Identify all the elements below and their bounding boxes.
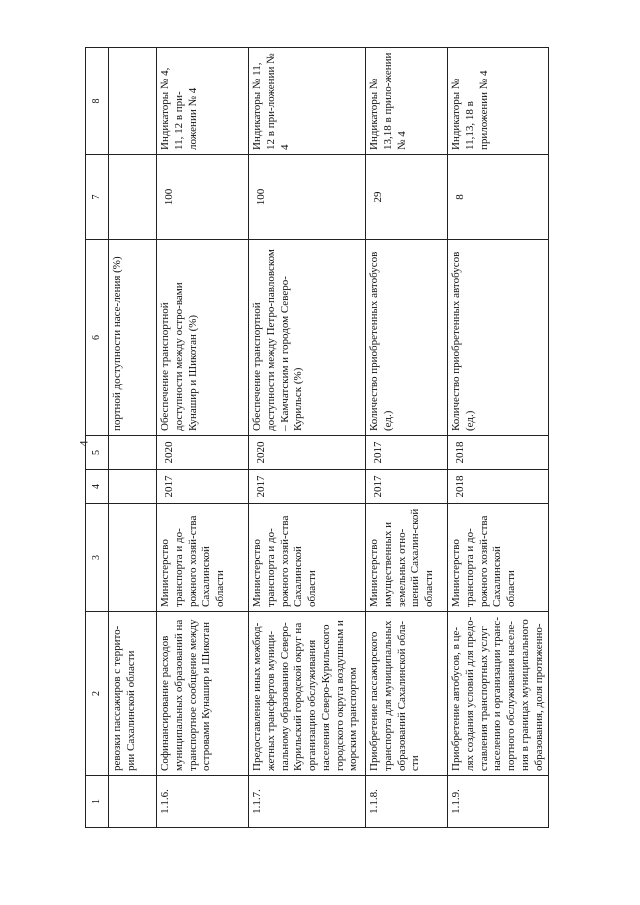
executor-cell: Министерство транспорта и до-рожного хозяй-ства Сахалинской области	[448, 504, 549, 612]
end-year-cell: 2020	[157, 436, 249, 470]
column-header: 8	[86, 48, 109, 155]
link-cell: Индикаторы № 4, 11, 12 в при-ложении № 4	[157, 48, 249, 155]
column-header: 1	[86, 776, 109, 828]
row-number-cell: 1.1.8.	[366, 776, 448, 828]
value-cell	[109, 155, 157, 240]
column-header: 4	[86, 470, 109, 504]
row-number-cell: 1.1.7.	[249, 776, 366, 828]
indicator-cell: Количество приобретенных автобусов (ед.)	[366, 240, 448, 436]
column-header: 6	[86, 240, 109, 436]
end-year-cell: 2020	[249, 436, 366, 470]
start-year-cell: 2017	[249, 470, 366, 504]
measure-name-cell: Приобретение автобусов, в це-лях создания условий для предо-ставления транспортных услуг населению и организации транс-портного обслуживания населе-ния в границах муниципального образования, доля протяженно-	[448, 612, 549, 776]
column-header: 5	[86, 436, 109, 470]
value-cell: 100	[157, 155, 249, 240]
column-header: 2	[86, 612, 109, 776]
program-table	[85, 47, 549, 828]
row-number-cell: 1.1.9.	[448, 776, 549, 828]
executor-cell	[109, 504, 157, 612]
indicator-cell: портной доступности насе-ления (%)	[109, 240, 157, 436]
row-number-cell	[109, 776, 157, 828]
header-row	[86, 48, 109, 828]
executor-cell: Министерство транспорта и до-рожного хозяй-ства Сахалинской области	[249, 504, 366, 612]
end-year-cell: 2017	[366, 436, 448, 470]
executor-cell: Министерство транспорта и до-рожного хозяй-ства Сахалинской области	[157, 504, 249, 612]
start-year-cell: 2017	[157, 470, 249, 504]
indicator-cell: Обеспечение транспортной доступности между Петро-павловском – Камчатским и городом Северо-Курильск (%)	[249, 240, 366, 436]
column-header: 7	[86, 155, 109, 240]
value-cell: 100	[249, 155, 366, 240]
executor-cell: Министерство имущественных и земельных отно-шений Сахалин-ской области	[366, 504, 448, 612]
link-cell	[109, 48, 157, 155]
value-cell: 29	[366, 155, 448, 240]
table-row	[157, 48, 249, 828]
end-year-cell	[109, 436, 157, 470]
end-year-cell: 2018	[448, 436, 549, 470]
measure-name-cell: Предоставление иных межбюд-жетных трансфертов муници-пальному образованию Северо-Курильский городской округ на организацию обслуживания населения Северо-Курильского городского округа воздушным и морским транспортом	[249, 612, 366, 776]
link-cell: Индикаторы № 11, 12 в при-ложении № 4	[249, 48, 366, 155]
rotated-table-container	[85, 48, 545, 828]
table-row	[109, 48, 157, 828]
link-cell: Индикаторы № 11,13, 18 в приложении № 4	[448, 48, 549, 155]
program-table-frame	[85, 48, 545, 828]
table-row	[249, 48, 366, 828]
table-row	[448, 48, 549, 828]
table-row	[366, 48, 448, 828]
indicator-cell: Количество приобретенных автобусов (ед.)	[448, 240, 549, 436]
start-year-cell: 2018	[448, 470, 549, 504]
indicator-cell: Обеспечение транспортной доступности между остро-вами Кунашир и Шикотан (%)	[157, 240, 249, 436]
measure-name-cell: Софинансирование расходов муниципальных образований на транспортное сообщение между островами Кунашир и Шикотан	[157, 612, 249, 776]
measure-name-cell: Приобретение пассажирского транспорта для муниципальных образований Сахалинской обла-сти	[366, 612, 448, 776]
start-year-cell	[109, 470, 157, 504]
page-number: 4	[76, 440, 91, 447]
start-year-cell: 2017	[366, 470, 448, 504]
link-cell: Индикаторы № 13,18 в прило-жении № 4	[366, 48, 448, 155]
value-cell: 8	[448, 155, 549, 240]
row-number-cell: 1.1.6.	[157, 776, 249, 828]
column-header: 3	[86, 504, 109, 612]
measure-name-cell: ревозки пассажиров с террито-рии Сахалинской области	[109, 612, 157, 776]
